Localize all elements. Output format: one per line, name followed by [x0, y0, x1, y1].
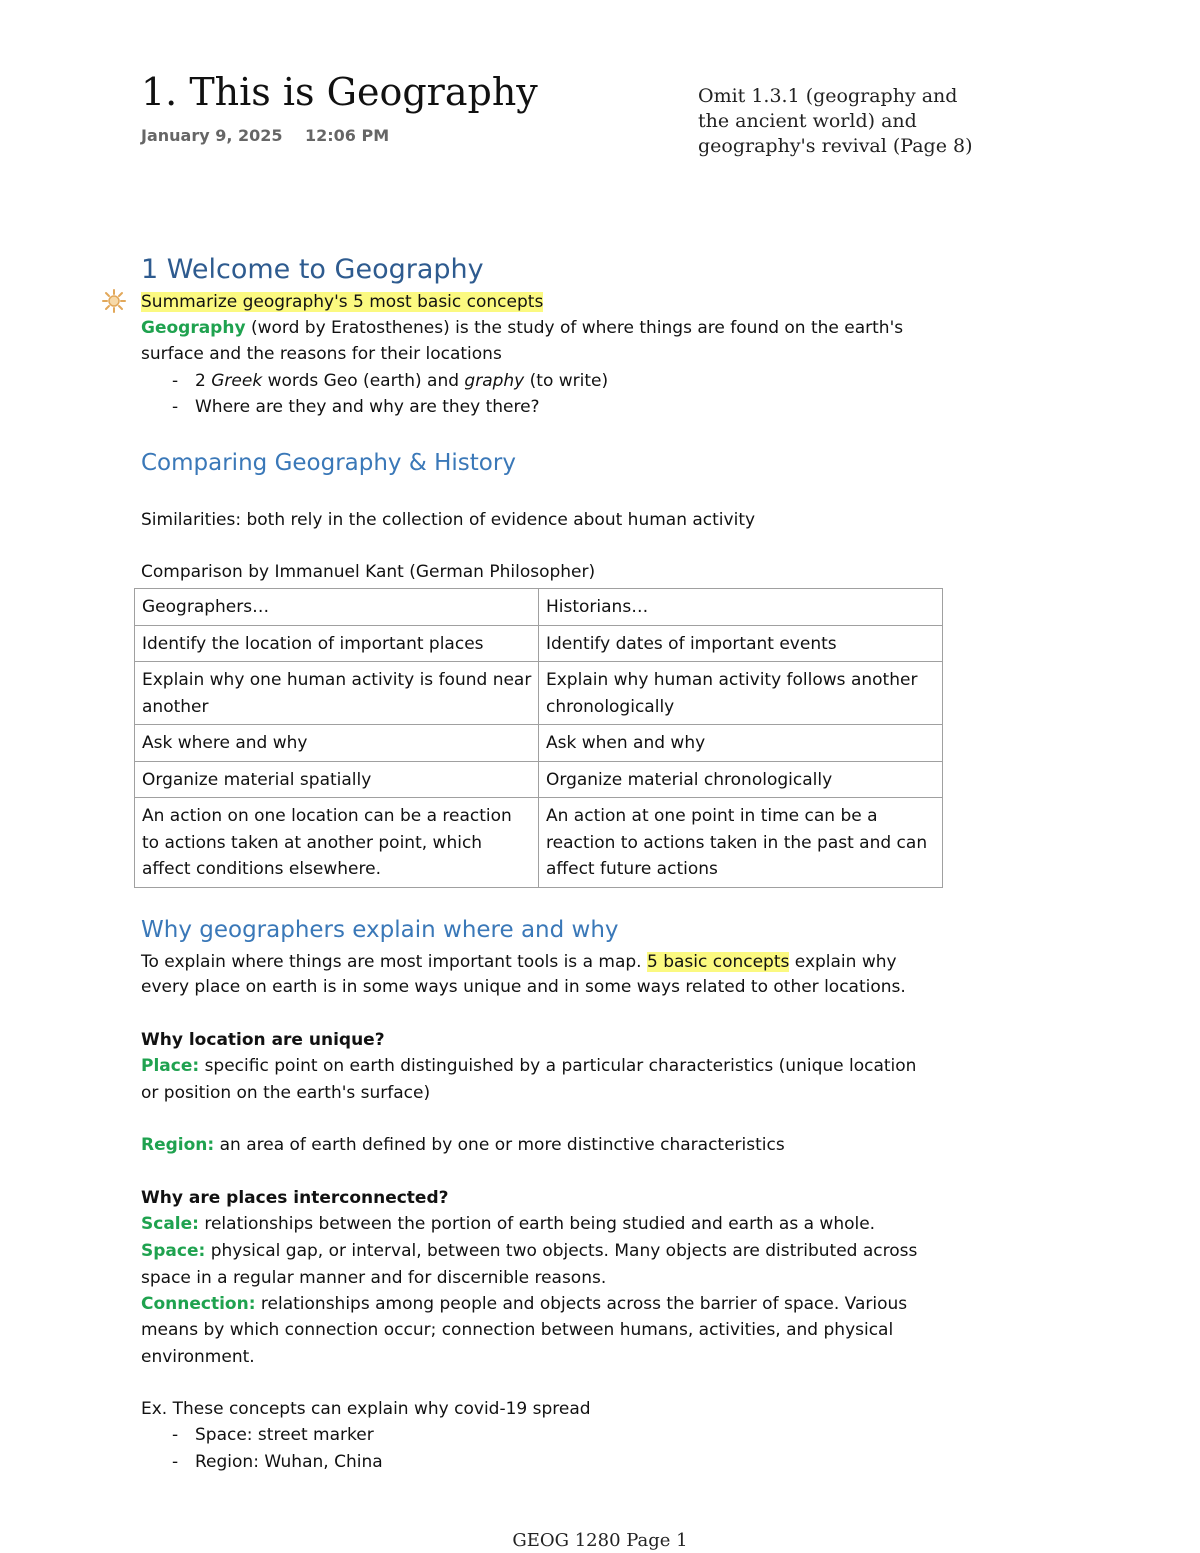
table-header-cell: Historians…: [539, 589, 943, 626]
list-item: - Where are they and why are they there?: [172, 397, 540, 417]
geography-definition: Geography (word by Eratosthenes) is the study of where things are found on the earth's: [141, 318, 904, 338]
note-time: 12:06 PM: [305, 126, 390, 145]
intro-line: To explain where things are most important tools is a map. 5 basic concepts explain why: [141, 952, 897, 972]
sun-icon: [101, 288, 127, 314]
table-cell: Ask when and why: [539, 725, 943, 762]
table-header-row: [135, 589, 943, 626]
table-row: [135, 625, 943, 662]
table-header-cell: Geographers…: [135, 589, 539, 626]
unique-question: Why location are unique?: [141, 1030, 385, 1050]
table-cell: Identify the location of important places: [135, 625, 539, 662]
table-row: [135, 662, 943, 725]
section-heading-comparing: Comparing Geography & History: [141, 450, 516, 476]
table-row: [135, 798, 943, 888]
table-row: [135, 725, 943, 762]
place-definition-cont: or position on the earth's surface): [141, 1083, 431, 1103]
list-item: - Region: Wuhan, China: [172, 1452, 383, 1472]
page-title: 1. This is Geography: [141, 70, 538, 114]
task-line: Summarize geography's 5 most basic concepts: [141, 292, 544, 312]
comparison-table: [134, 588, 943, 888]
table-cell: An action on one location can be a reaction to actions taken at another point, which affect conditions elsewhere.: [135, 798, 539, 888]
side-note: Omit 1.3.1 (geography and the ancient world) and geography's revival (Page 8): [698, 85, 973, 157]
space-definition: Space: physical gap, or interval, between two objects. Many objects are distributed across: [141, 1241, 918, 1261]
geography-definition-cont: surface and the reasons for their locations: [141, 344, 502, 364]
section-heading-why: Why geographers explain where and why: [141, 917, 619, 943]
scale-definition: Scale: relationships between the portion of earth being studied and earth as a whole.: [141, 1214, 876, 1234]
interconnected-question: Why are places interconnected?: [141, 1188, 449, 1208]
connection-definition-cont: means by which connection occur; connection between humans, activities, and physical: [141, 1320, 894, 1340]
table-cell: Ask where and why: [135, 725, 539, 762]
connection-definition-end: environment.: [141, 1347, 255, 1367]
comparison-caption: Comparison by Immanuel Kant (German Philosopher): [141, 562, 596, 582]
connection-definition: Connection: relationships among people and objects across the barrier of space. Various: [141, 1294, 908, 1314]
note-date: January 9, 2025: [141, 126, 283, 145]
region-definition: Region: an area of earth defined by one or more distinctive characteristics: [141, 1135, 785, 1155]
example-line: Ex. These concepts can explain why covid-19 spread: [141, 1399, 591, 1419]
table-cell: Organize material spatially: [135, 761, 539, 798]
table-cell: Explain why one human activity is found near another: [135, 662, 539, 725]
list-item: - 2 Greek words Geo (earth) and graphy (to write): [172, 371, 609, 391]
intro-line-cont: every place on earth is in some ways unique and in some ways related to other locations.: [141, 977, 906, 997]
table-cell: An action at one point in time can be a reaction to actions taken in the past and can affect future actions: [539, 798, 943, 888]
section-heading-welcome: 1 Welcome to Geography: [141, 254, 484, 285]
table-cell: Organize material chronologically: [539, 761, 943, 798]
place-definition: Place: specific point on earth distinguished by a particular characteristics (unique location: [141, 1056, 917, 1076]
table-cell: Identify dates of important events: [539, 625, 943, 662]
similarities-text: Similarities: both rely in the collection of evidence about human activity: [141, 510, 756, 530]
page-footer: GEOG 1280 Page 1: [512, 1530, 688, 1551]
list-item: - Space: street marker: [172, 1425, 374, 1445]
table-row: [135, 761, 943, 798]
table-cell: Explain why human activity follows another chronologically: [539, 662, 943, 725]
space-definition-cont: space in a regular manner and for discernible reasons.: [141, 1268, 607, 1288]
